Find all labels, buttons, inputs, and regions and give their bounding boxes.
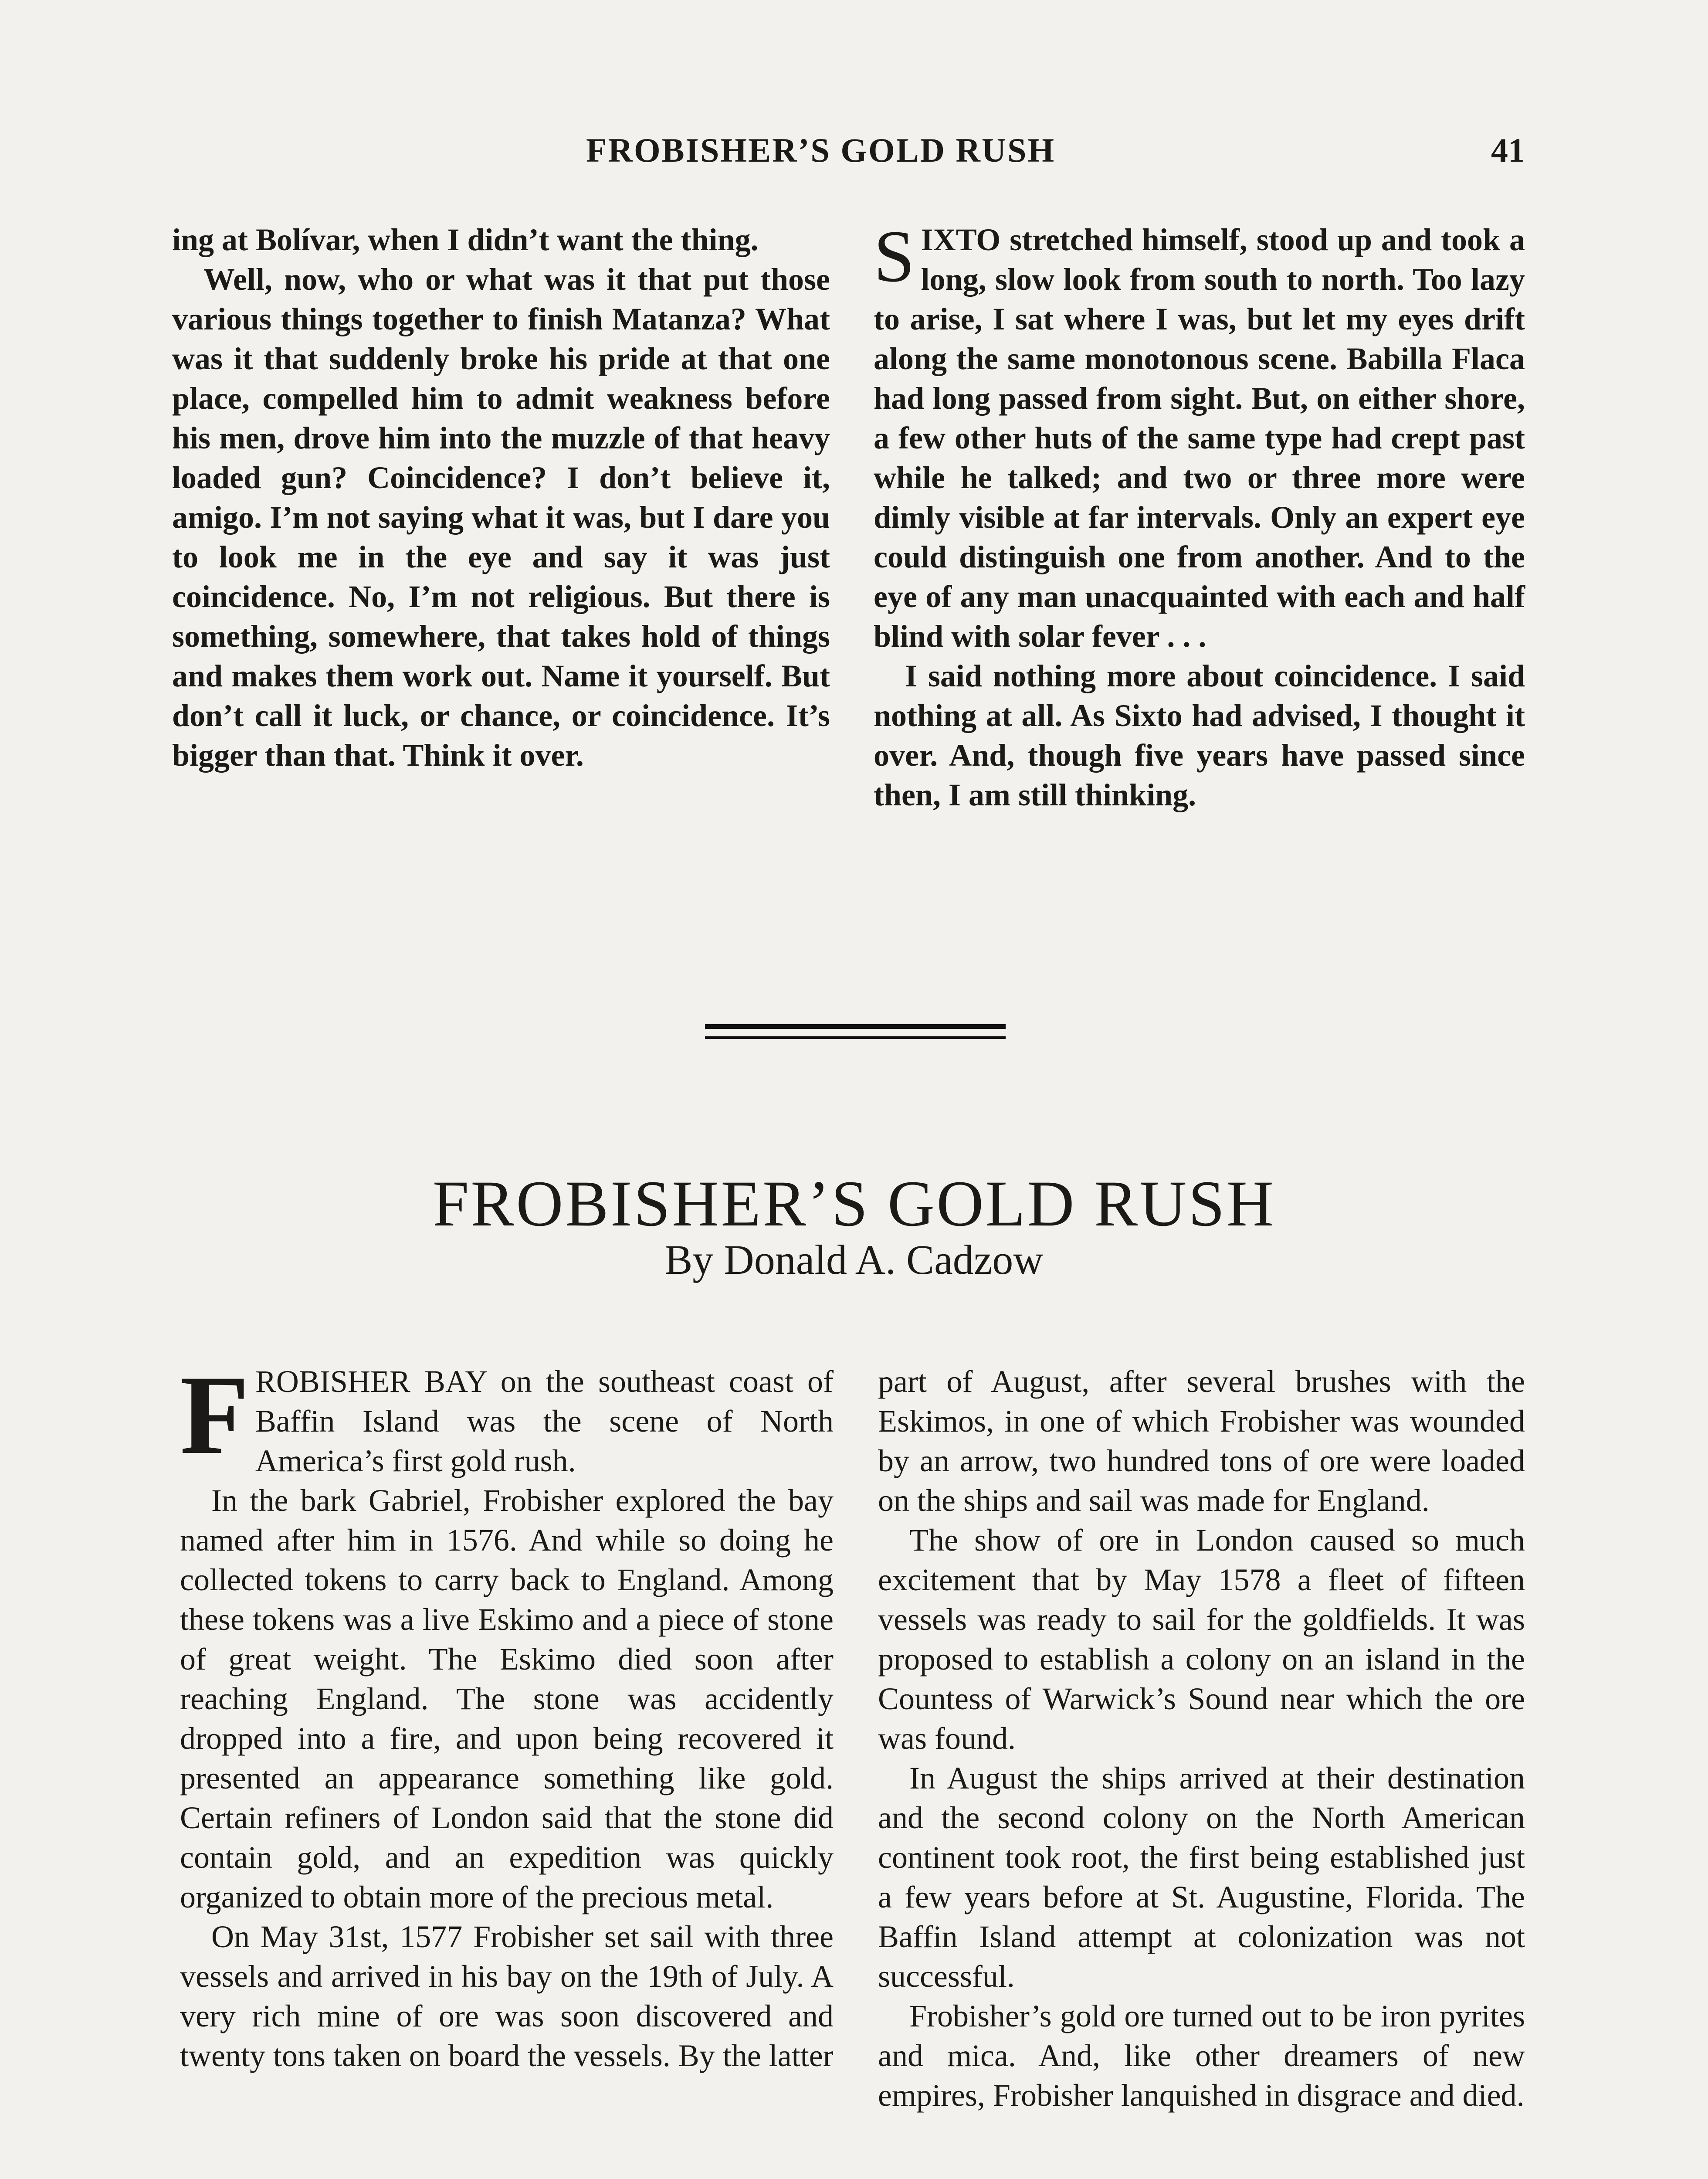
paragraph: In August the ships arrived at their destination and the second colony on the North American continent took root, the first being established just a few years before at St. Augustine, Florida. The Baffin Island attempt at colonization was not successful. [878, 1761, 1525, 1994]
paragraph: ing at Bolívar, when I didn’t want the thing. [172, 222, 759, 257]
page-number: 41 [1491, 131, 1525, 169]
previous-story-right-column [874, 215, 1525, 815]
paragraph: Well, now, who or what was it that put those various things together to finish Matanza? What was it that suddenly broke his pride at that one place, compelled him to admit weakness before his men, drove him into the muzzle of that heavy loaded gun? Coincidence? I don’t believe it, amigo. I’m not saying what it was, but I dare you to look me in the eye and say it was just coincidence. No, I’m not religious. But there is something, somewhere, that takes hold of things and makes them work out. Name it yourself. But don’t call it luck, or chance, or coincidence. It’s bigger than that. Think it over. [172, 262, 830, 773]
paragraph: IXTO stretched himself, stood up and took a long, slow look from south to north. Too lazy to arise, I sat where I was, but let my eyes drift along the same monotonous scene. Babilla Flaca had long passed from sight. But, on either shore, a few other huts of the same type had crept past while he talked; and two or three more were dimly visible at far intervals. Only an expert eye could distinguish one from another. And to the eye of any man unacquainted with each and half blind with solar fever . . . [874, 222, 1525, 654]
previous-story-left-column [172, 220, 830, 775]
section-divider-thick [705, 1024, 1006, 1029]
article-left-column [180, 1352, 834, 2076]
paragraph: part of August, after several brushes with the Eskimos, in one of which Frobisher was wounded by an arrow, two hundred tons of ore were loaded on the ships and sail was made for England. [878, 1364, 1525, 1518]
drop-cap: S [874, 215, 915, 297]
article-right-column [878, 1362, 1525, 2115]
paragraph: The show of ore in London caused so much excitement that by May 1578 a fleet of fifteen vessels was ready to sail for the goldfields. It was proposed to establish a colony on an island in the Countess of Warwick’s Sound near which the ore was found. [878, 1523, 1525, 1756]
paragraph: On May 31st, 1577 Frobisher set sail with three vessels and arrived in his bay on the 19th of July. A very rich mine of ore was soon discovered and twenty tons taken on board the vessels. By the latter [180, 1919, 834, 2073]
article-byline: By Donald A. Cadzow [664, 1236, 1044, 1283]
paragraph: I said nothing more about coincidence. I said nothing at all. As Sixto had advised, I thought it over. And, though five years have passed since then, I am still thinking. [874, 658, 1525, 812]
section-divider-thin [705, 1036, 1006, 1039]
running-head: FROBISHER’S GOLD RUSH [586, 131, 1056, 169]
paragraph: ROBISHER BAY on the southeast coast of Baffin Island was the scene of North America’s first gold rush. [255, 1364, 834, 1478]
article-title: FROBISHER’S GOLD RUSH [432, 1167, 1276, 1240]
paragraph: In the bark Gabriel, Frobisher explored the bay named after him in 1576. And while so doing he collected tokens to carry back to England. Among these tokens was a live Eskimo and a piece of stone of great weight. The Eskimo died soon after reaching England. The stone was accidently dropped into a fire, and upon being recovered it presented an appearance something like gold. Certain refiners of London said that the stone did contain gold, and an expedition was quickly organized to obtain more of the precious metal. [180, 1483, 834, 1914]
drop-cap: F [180, 1352, 249, 1478]
paragraph: Frobisher’s gold ore turned out to be iron pyrites and mica. And, like other dreamers of new empires, Frobisher lanquished in disgrace and died. [878, 1999, 1525, 2113]
